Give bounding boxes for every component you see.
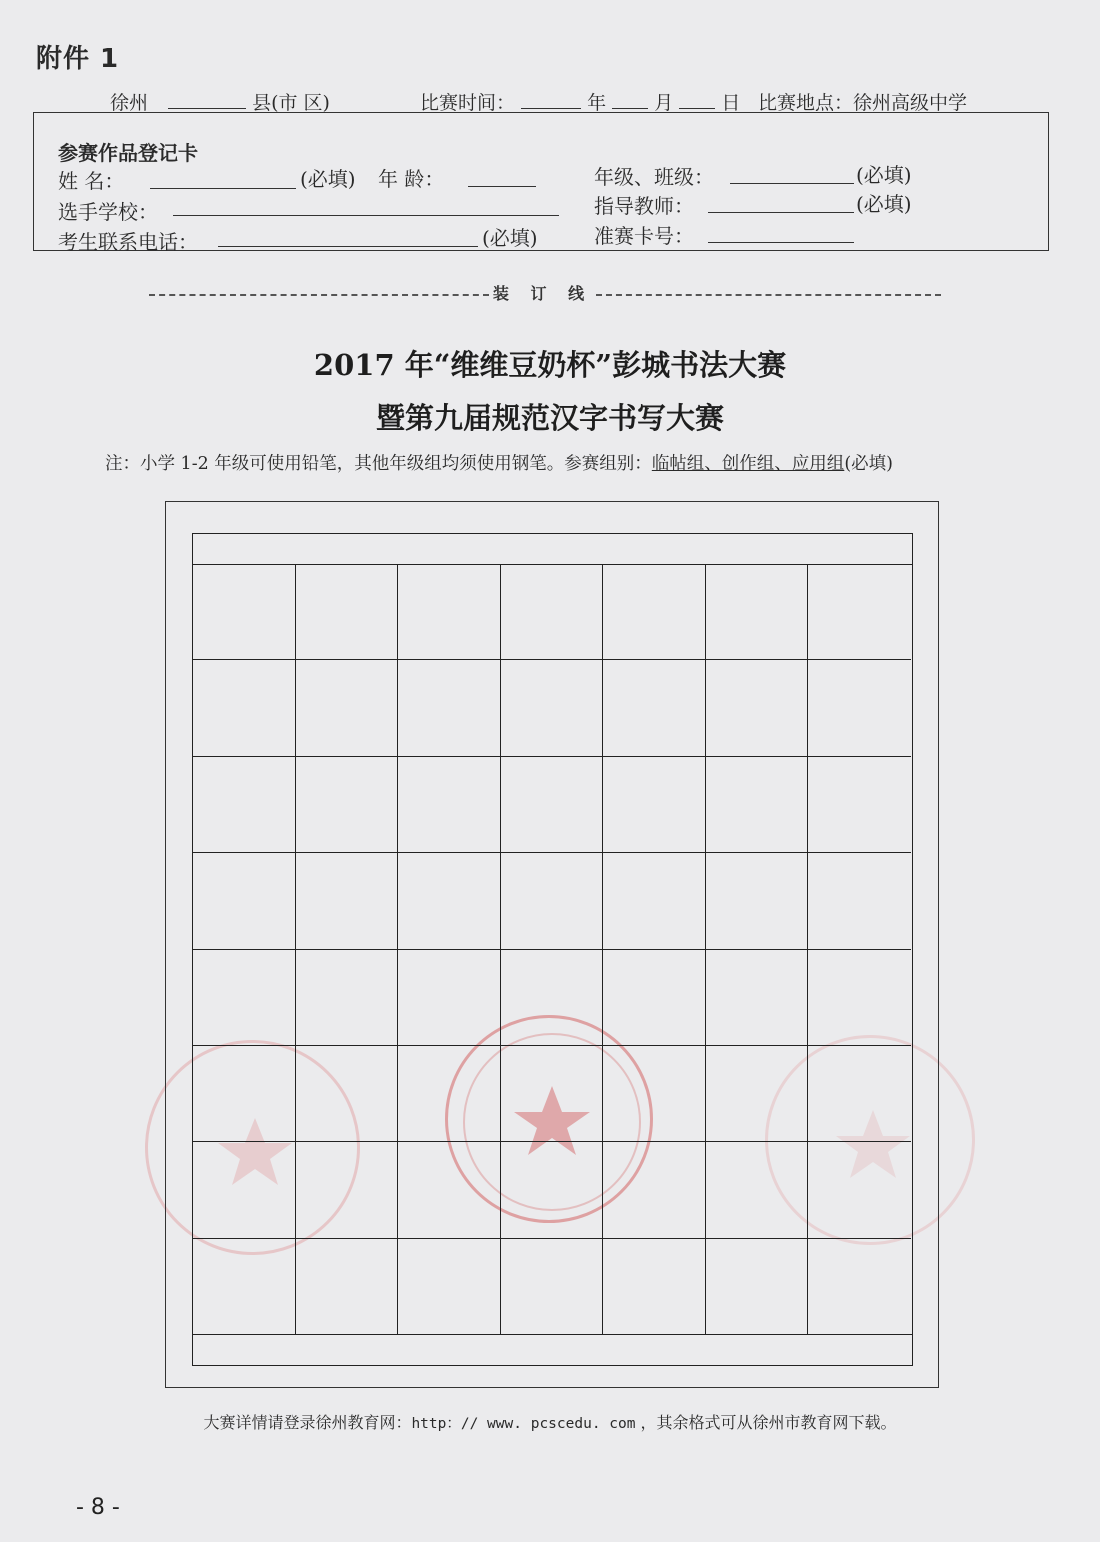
footer-text-after: ，其余格式可从徐州市教育网下载。	[635, 1413, 897, 1432]
grid-cell[interactable]	[398, 1239, 501, 1335]
grid-cell[interactable]	[501, 1046, 604, 1142]
info-line	[110, 88, 330, 115]
name-field[interactable]	[150, 186, 296, 189]
grid-cell[interactable]	[603, 757, 706, 853]
attachment-label: 附件 1	[36, 44, 120, 74]
age-field[interactable]	[468, 184, 536, 187]
binding-line	[145, 281, 945, 304]
grid-cell[interactable]	[296, 1046, 399, 1142]
phone-label: 考生联系电话：	[58, 230, 198, 254]
grid-cell[interactable]	[706, 757, 809, 853]
grid-cell[interactable]	[296, 853, 399, 949]
grid-cell[interactable]	[296, 757, 399, 853]
grid-cell[interactable]	[808, 564, 911, 660]
grid-cell[interactable]	[603, 1239, 706, 1335]
note-groups: 临帖组、创作组、应用组	[651, 454, 845, 474]
grid-cell[interactable]	[193, 564, 296, 660]
grid-cell[interactable]	[501, 950, 604, 1046]
grid-cell[interactable]	[193, 1239, 296, 1335]
grid-cell[interactable]	[706, 950, 809, 1046]
year-blank[interactable]	[521, 92, 581, 109]
grid-cell[interactable]	[706, 1142, 809, 1238]
grid-cell[interactable]	[603, 564, 706, 660]
ticket-label: 准赛卡号：	[594, 224, 694, 248]
grid-cell[interactable]	[808, 1142, 911, 1238]
grid-cell[interactable]	[193, 853, 296, 949]
grid-cell[interactable]	[603, 1046, 706, 1142]
note-text: 注：小学 1-2 年级可使用铅笔，其他年级组均须使用钢笔。参赛组别：	[105, 454, 652, 474]
grid-top-margin	[193, 534, 912, 565]
grid-cell[interactable]	[296, 1239, 399, 1335]
registration-title: 参赛作品登记卡	[58, 141, 198, 165]
grid-cell[interactable]	[808, 757, 911, 853]
grid-cell[interactable]	[296, 660, 399, 756]
contest-title: 2017 年“维维豆奶杯”彭城书法大赛	[313, 348, 787, 382]
school-field[interactable]	[173, 213, 559, 216]
time-label: 比赛时间：	[420, 92, 516, 114]
grid-cell[interactable]	[706, 853, 809, 949]
writing-grid-area	[192, 533, 913, 1366]
day-unit: 日	[721, 92, 741, 114]
year-unit: 年	[587, 92, 607, 114]
grid-cell[interactable]	[501, 853, 604, 949]
grid-cell[interactable]	[296, 1142, 399, 1238]
county-blank[interactable]	[168, 92, 246, 109]
binding-label: 装 订 线	[492, 284, 593, 303]
grid-cell[interactable]	[296, 564, 399, 660]
grid-cell[interactable]	[808, 950, 911, 1046]
grid-cell[interactable]	[706, 1046, 809, 1142]
grid-cell[interactable]	[398, 1142, 501, 1238]
footer-url[interactable]: http：// www. pcscedu. com	[411, 1416, 636, 1432]
name-label: 姓 名：	[58, 169, 125, 193]
grid-cell[interactable]	[193, 1142, 296, 1238]
venue-text: 比赛地点：徐州高级中学	[758, 92, 968, 114]
page-number: - 8 -	[76, 1495, 120, 1520]
grade-label: 年级、班级：	[594, 165, 714, 189]
grid-cell[interactable]	[808, 853, 911, 949]
grid-cell[interactable]	[603, 853, 706, 949]
grid-cell[interactable]	[603, 950, 706, 1046]
grade-required: (必填)	[856, 163, 912, 187]
grid-cell[interactable]	[706, 660, 809, 756]
grid-cell[interactable]	[193, 660, 296, 756]
month-blank[interactable]	[612, 92, 648, 109]
grade-field[interactable]	[730, 181, 854, 184]
grid-cell[interactable]	[501, 757, 604, 853]
grid-cell[interactable]	[603, 1142, 706, 1238]
grid-cell[interactable]	[193, 1046, 296, 1142]
grid-cell[interactable]	[706, 1239, 809, 1335]
grid-cell[interactable]	[398, 660, 501, 756]
ticket-field[interactable]	[708, 240, 854, 243]
phone-required: (必填)	[482, 226, 538, 250]
grid-cell[interactable]	[501, 564, 604, 660]
grid-cell[interactable]	[501, 1239, 604, 1335]
day-blank[interactable]	[679, 92, 715, 109]
phone-field[interactable]	[218, 244, 478, 247]
age-label: 年 龄：	[378, 167, 445, 191]
grid-cell[interactable]	[296, 950, 399, 1046]
county-suffix: 县(市 区)	[252, 92, 330, 114]
contest-subtitle: 暨第九届规范汉字书写大赛	[375, 401, 724, 435]
binding-dash-right	[596, 294, 941, 296]
teacher-field[interactable]	[708, 210, 854, 213]
school-label: 选手学校：	[58, 200, 158, 224]
character-grid	[193, 564, 911, 1335]
grid-cell[interactable]	[398, 950, 501, 1046]
grid-cell[interactable]	[398, 1046, 501, 1142]
teacher-required: (必填)	[856, 192, 912, 216]
grid-cell[interactable]	[808, 1239, 911, 1335]
grid-cell[interactable]	[706, 564, 809, 660]
entry-note	[105, 450, 893, 475]
grid-cell[interactable]	[501, 660, 604, 756]
grid-bottom-margin	[193, 1334, 912, 1365]
footer-note	[0, 1410, 1100, 1433]
grid-cell[interactable]	[808, 660, 911, 756]
grid-cell[interactable]	[603, 660, 706, 756]
note-required: (必填)	[844, 454, 893, 474]
grid-cell[interactable]	[398, 757, 501, 853]
grid-cell[interactable]	[398, 564, 501, 660]
time-field	[420, 88, 740, 115]
teacher-label: 指导教师：	[594, 194, 694, 218]
grid-cell[interactable]	[193, 757, 296, 853]
month-unit: 月	[654, 92, 674, 114]
name-required: (必填)	[300, 167, 356, 191]
city-label: 徐州	[110, 92, 149, 114]
grid-cell[interactable]	[501, 1142, 604, 1238]
binding-dash-left	[149, 294, 489, 296]
grid-cell[interactable]	[193, 950, 296, 1046]
footer-text-before: 大赛详情请登录徐州教育网：	[203, 1413, 412, 1432]
grid-cell[interactable]	[808, 1046, 911, 1142]
grid-cell[interactable]	[398, 853, 501, 949]
